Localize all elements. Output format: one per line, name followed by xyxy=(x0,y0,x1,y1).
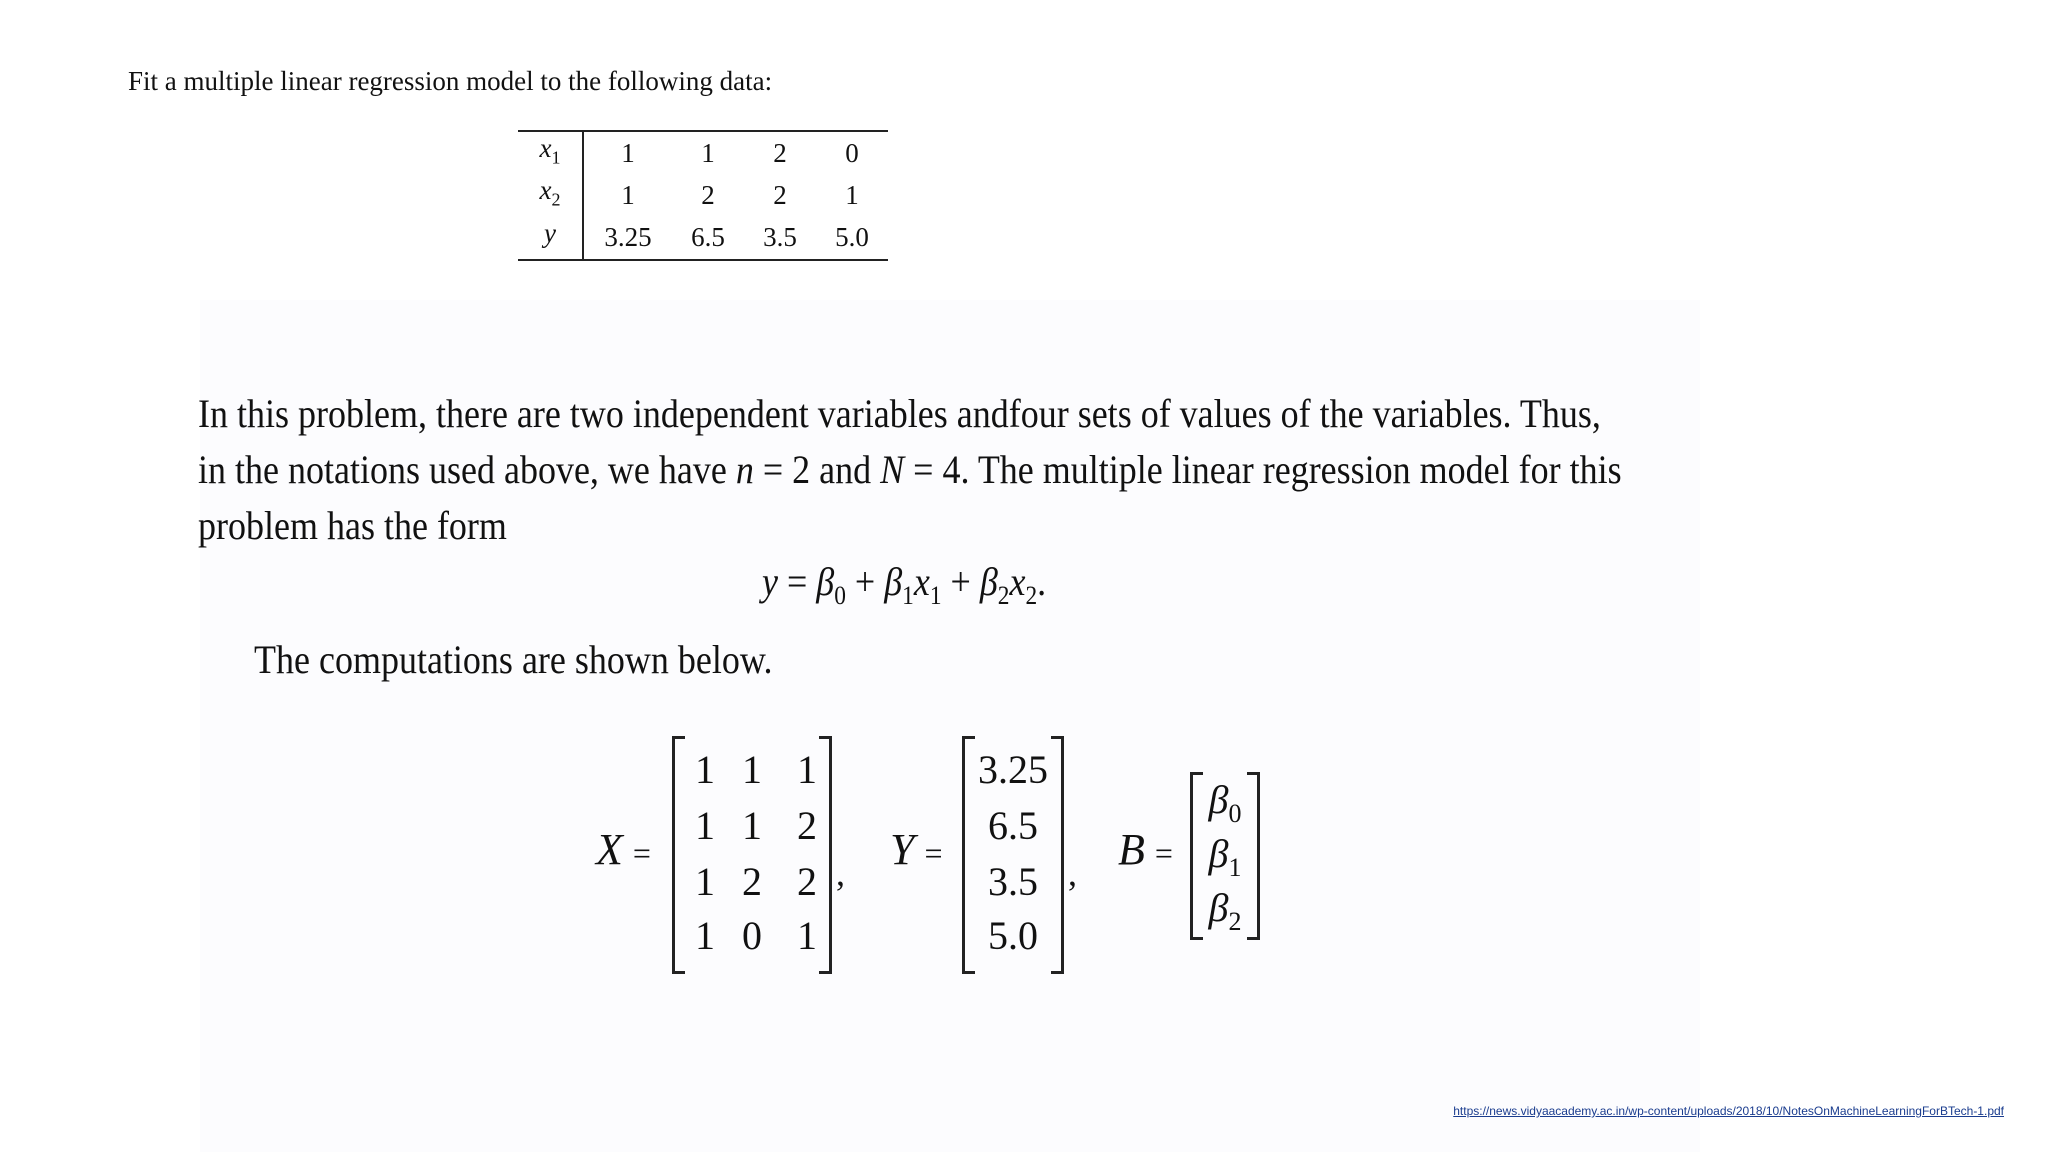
table-row xyxy=(518,131,888,174)
computations-text: The computations are shown below. xyxy=(254,637,773,682)
matrix-x-label: X = xyxy=(596,825,651,874)
matrix-b xyxy=(1190,772,1260,940)
table-cell: 5.0 xyxy=(835,222,869,253)
matrix-cell: 1 xyxy=(742,803,762,848)
matrix-cell: 1 xyxy=(797,747,817,792)
intro-text: Fit a multiple linear regression model to the following data: xyxy=(128,66,773,96)
table-cell: 6.5 xyxy=(691,222,725,253)
matrix-x xyxy=(672,736,832,974)
matrix-cell: $\beta_0$ xyxy=(1208,777,1242,828)
table-cell: 3.25 xyxy=(604,222,652,253)
table-row xyxy=(518,217,888,260)
data-table xyxy=(518,130,888,261)
matrix-cell: 2 xyxy=(797,859,817,904)
matrix-cell: $\beta_1$ xyxy=(1208,831,1242,882)
matrix-cell: 1 xyxy=(695,803,715,848)
row-label: y xyxy=(518,217,583,260)
matrix-y-label: Y = xyxy=(890,825,943,874)
table-cell: 3.5 xyxy=(763,222,797,253)
matrix-cell: 1 xyxy=(695,913,715,958)
table-cell: 1 xyxy=(621,137,635,168)
paragraph-line: in the notations used above, we have n = 2 and N = 4. The multiple linear regression model for this xyxy=(198,447,1622,492)
table-cell: 2 xyxy=(773,137,787,168)
table-cell: 2 xyxy=(773,180,787,211)
separator-comma: , xyxy=(836,853,845,893)
paragraph-line: In this problem, there are two independent variables andfour sets of values of the variables. Thus, xyxy=(198,391,1601,436)
matrix-cell: 1 xyxy=(695,747,715,792)
paragraph-line: problem has the form xyxy=(198,503,507,548)
row-label: $x_2$ xyxy=(518,174,583,216)
table-cell: 1 xyxy=(845,180,859,211)
matrix-cell: 2 xyxy=(797,803,817,848)
separator-comma: , xyxy=(1068,853,1077,893)
explanation-paragraph xyxy=(198,386,1622,554)
matrix-cell: 2 xyxy=(742,859,762,904)
matrix-y xyxy=(962,736,1064,974)
table-cell: 1 xyxy=(701,137,715,168)
matrix-cell: 1 xyxy=(742,747,762,792)
matrix-cell: $\beta_2$ xyxy=(1208,885,1242,936)
matrix-b-label: B = xyxy=(1118,825,1173,874)
table-row xyxy=(518,174,888,216)
matrix-cell: 3.5 xyxy=(988,859,1038,904)
table-cell: 2 xyxy=(701,180,715,211)
table-cell: 0 xyxy=(845,137,859,168)
regression-equation: $y = \beta_0 + \beta_1x_1 + \beta_2x_2$. xyxy=(762,559,1047,610)
matrix-cell: 0 xyxy=(742,913,762,958)
matrix-cell: 5.0 xyxy=(988,913,1038,958)
matrix-cell: 6.5 xyxy=(988,803,1038,848)
table-cell: 1 xyxy=(621,180,635,211)
matrix-cell: 1 xyxy=(797,913,817,958)
matrix-cell: 1 xyxy=(695,859,715,904)
row-label: $x_1$ xyxy=(518,131,583,174)
matrix-cell: 3.25 xyxy=(978,747,1048,792)
source-link[interactable]: https://news.vidyaacademy.ac.in/wp-content/uploads/2018/10/NotesOnMachineLearningForBTech-1.pdf xyxy=(1453,1104,2004,1118)
